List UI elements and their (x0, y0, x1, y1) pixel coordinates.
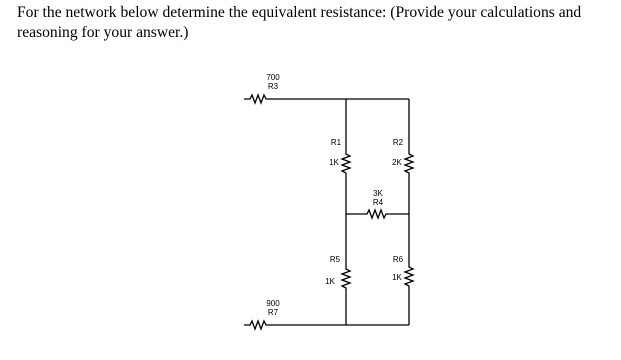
r5-value-label: 1K (325, 277, 335, 286)
r1-value-label: 1K (329, 158, 339, 167)
resistor-r2 (405, 151, 413, 176)
resistor-r1 (342, 151, 350, 176)
r7-value-label: 900 (266, 299, 280, 308)
r4-value-label: 3K (373, 189, 383, 198)
question-text: For the network below determine the equivalent resistance: (Provide your calculations and reasoning for your answer.) (17, 4, 582, 41)
r1-name-label: R1 (330, 138, 342, 147)
resistor-r5 (342, 267, 350, 291)
r3-name-label: R3 (267, 82, 279, 91)
r4-name-label: R4 (372, 198, 384, 207)
resistor-r7 (244, 321, 272, 329)
r6-name-label: R6 (392, 255, 404, 264)
r6-value-label: 1K (392, 273, 402, 282)
resistor-r6 (405, 264, 413, 289)
resistor-r4 (364, 210, 389, 218)
resistor-r3 (244, 95, 272, 103)
r2-value-label: 2K (392, 158, 402, 167)
r7-name-label: R7 (267, 308, 279, 317)
r3-value-label: 700 (266, 73, 280, 82)
r5-name-label: R5 (329, 255, 341, 264)
r2-name-label: R2 (392, 138, 404, 147)
